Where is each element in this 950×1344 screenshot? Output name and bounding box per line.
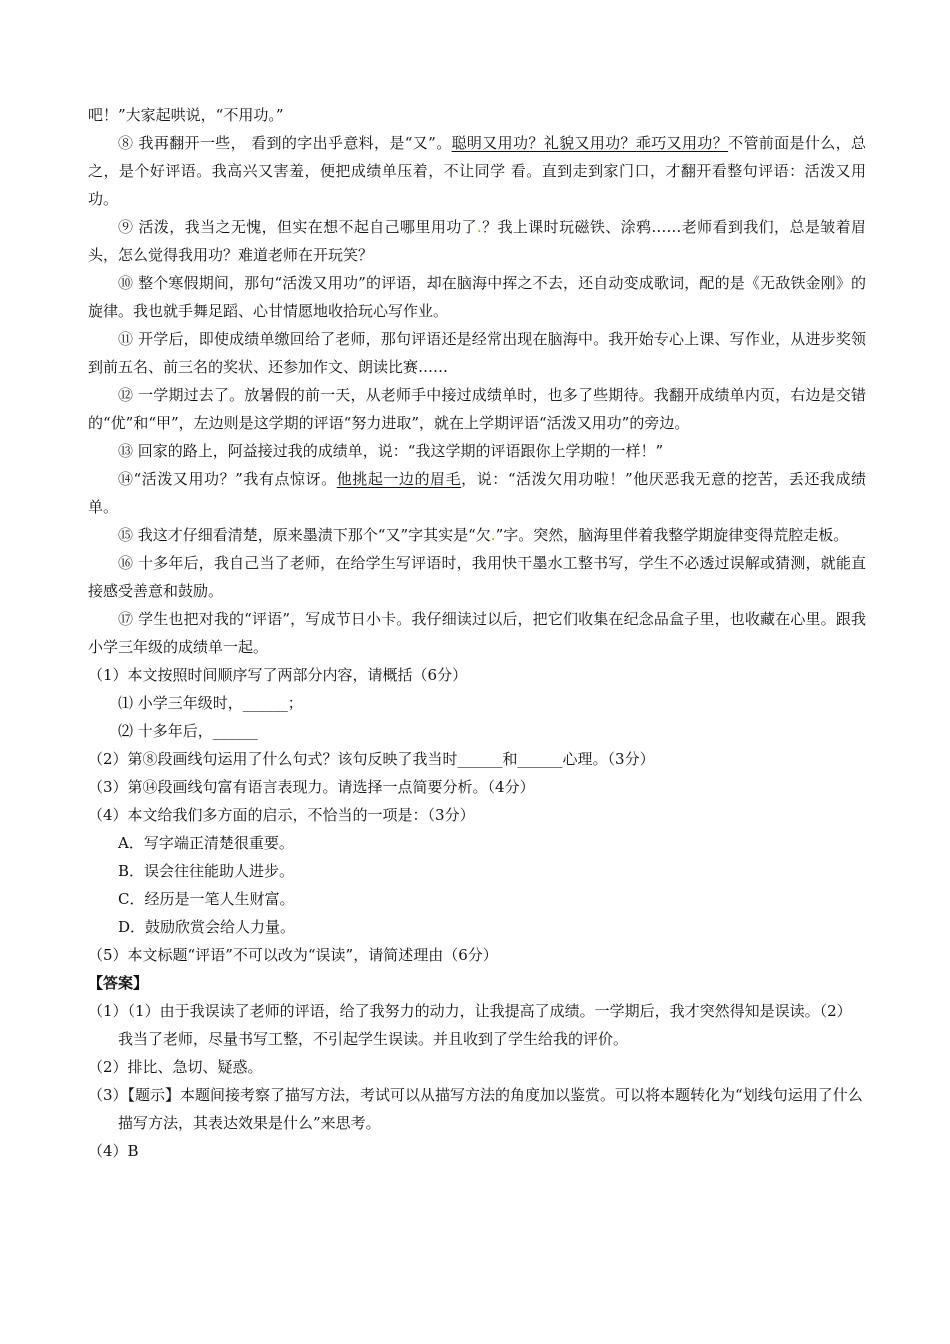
paragraph-8 bbox=[88, 129, 866, 213]
paragraph-15 bbox=[88, 521, 866, 549]
answer-1: （1）（1）由于我误读了老师的评语，给了我努力的动力，让我提高了成绩。一学期后，我才突然得知是误读。（2）我当了老师，尽量书写工整，不引起学生误读。并且收到了学生给我的评价。 bbox=[88, 1002, 852, 1048]
paragraph-10: ⑩ 整个寒假期间，那句“活泼又用功”的评语，却在脑海中挥之不去，还自动变成歌词，配的是《无敌铁金刚》的旋律。我也就手舞足蹈、心甘情愿地收拾玩心写作业。 bbox=[88, 274, 866, 320]
answer-3-text: 本题间接考察了描写方法，考试可以从描写方法的角度加以鉴赏。可以将本题转化为“划线句运用了什么描写方法，其表达效果是什么”来思考。 bbox=[118, 1086, 863, 1132]
question-4-option-b: B．误会往往能助人进步。 bbox=[118, 862, 295, 880]
answer-4: （4）B bbox=[88, 1142, 139, 1160]
question-4: （4）本文给我们多方面的启示，不恰当的一项是：（3分） bbox=[88, 806, 475, 824]
underlined-sentence-14: 他挑起一边的眉毛 bbox=[336, 470, 462, 488]
paragraph-14-start: ⑭“活泼又用功？”我有点惊讶。 bbox=[118, 470, 337, 488]
dot-mark: . bbox=[476, 218, 482, 236]
paragraph-15-start: ⑮ 我这才仔细看清楚，原来墨渍下那个“又”字其实是“欠 bbox=[118, 526, 491, 544]
question-1-part-a: ⑴ 小学三年级时，______； bbox=[118, 694, 303, 712]
paragraph-11: ⑪ 开学后，即使成绩单缴回给了老师，那句评语还是经常出现在脑海中。我开始专心上课、写作业，从进步奖领到前五名、前三名的奖状、还参加作文、朗读比赛…… bbox=[88, 330, 866, 376]
paragraph-17: ⑰ 学生也把对我的“评语”，写成节日小卡。我仔细读过以后，把它们收集在纪念品盒子里，也收藏在心里。跟我小学三年级的成绩单一起。 bbox=[88, 610, 866, 656]
answer-heading: 【答案】 bbox=[88, 974, 149, 992]
paragraph-14 bbox=[88, 465, 866, 521]
underlined-sentence-8: 聪明又用功？礼貌又用功？乖巧又用功？ bbox=[451, 134, 729, 152]
answer-3 bbox=[88, 1081, 866, 1137]
answer-2: （2）排比、急切、疑惑。 bbox=[88, 1058, 263, 1076]
question-4-option-a: A．写字端正清楚很重要。 bbox=[118, 834, 294, 852]
question-4-option-c: C．经历是一笔人生财富。 bbox=[118, 890, 295, 908]
question-3: （3）第⑭段画线句富有语言表现力。请选择一点简要分析。（4分） bbox=[88, 778, 535, 796]
paragraph-9 bbox=[88, 213, 866, 269]
question-5: （5）本文标题“评语”不可以改为“误读”，请简述理由（6分） bbox=[88, 946, 498, 964]
paragraph-13: ⑬ 回家的路上，阿益接过我的成绩单，说：“我这学期的评语跟你上学期的一样！” bbox=[118, 442, 664, 460]
document-page bbox=[88, 101, 866, 1165]
paragraph-15-rest: ”字。突然，脑海里伴着我整学期旋律变得荒腔走板。 bbox=[495, 526, 849, 544]
paragraph-9-start: ⑨ 活泼，我当之无愧，但实在想不起自己哪里用功了 bbox=[118, 218, 477, 236]
paragraph-16: ⑯ 十多年后，我自己当了老师，在给学生写评语时，我用快干墨水工整书写，学生不必透过误解或猜测，就能直接感受善意和鼓励。 bbox=[88, 554, 866, 600]
paragraph-14-rest: ，说：“活泼欠用功啦！”他厌恶我无意的挖苦，丢还我成绩单。 bbox=[88, 470, 866, 516]
paragraph-12: ⑫ 一学期过去了。放暑假的前一天，从老师手中接过成绩单时，也多了些期待。我翻开成绩单内页，右边是交错的“优”和“甲”，左边则是这学期的评语“努力进取”，就在上学期评语“活泼又用功”的旁边。 bbox=[88, 386, 866, 432]
answer-3-tag: （3）【题示】 bbox=[88, 1086, 181, 1104]
paragraph-9-rest: ？我上课时玩磁铁、涂鸦……老师看到我们，总是皱着眉头，怎么觉得我用功？难道老师在开玩笑？ bbox=[88, 218, 866, 264]
question-4-option-d: D．鼓励欣赏会给人力量。 bbox=[118, 918, 296, 936]
paragraph-7-end: 吧！”大家起哄说，“不用功。” bbox=[88, 106, 284, 124]
question-2: （2）第⑧段画线句运用了什么句式？该句反映了我当时______和______心理。（3分） bbox=[88, 750, 655, 768]
question-1: （1）本文按照时间顺序写了两部分内容，请概括（6分） bbox=[88, 666, 468, 684]
dot-mark: . bbox=[490, 526, 496, 544]
paragraph-8-start: ⑧ 我再翻开一些， 看到的字出乎意料，是“又”。 bbox=[118, 134, 452, 152]
question-1-part-b: ⑵ 十多年后，______ bbox=[118, 722, 258, 740]
paragraph-8-rest: 不管前面是什么，总之，是个好评语。我高兴又害羞，便把成绩单压着，不让同学 看。直到走到家门口，才翻开看整句评语：活泼又用功。 bbox=[88, 134, 866, 208]
